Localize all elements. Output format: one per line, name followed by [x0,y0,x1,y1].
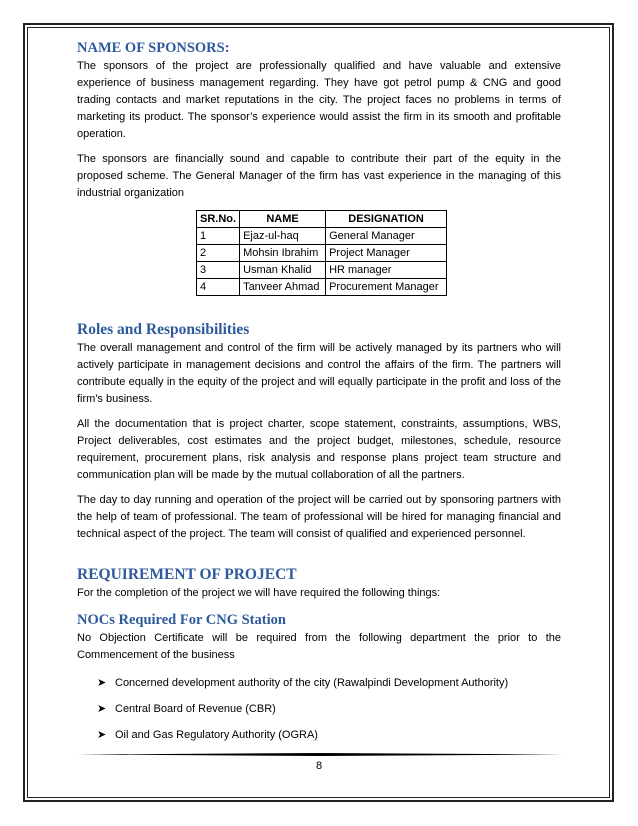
sponsors-table [196,210,447,296]
cell-name: Ejaz-ul-haq [240,228,326,245]
roles-paragraph-3: The day to day running and operation of the project will be carried out by sponsoring partners with the help of team of professional. The team of professional will be hired for managing financial and technical aspect of the project. The team will consist of qualified and experienced personnel. [77,494,561,540]
table-row [197,245,447,262]
roles-paragraph-1: The overall management and control of the firm will be actively managed by its partners who will actively participate in management decisions and control the affairs of the firm. The partners will contribute equally in the equity of the project and will equally participate in the profit and loss of the firm's business. [77,342,561,405]
roles-paragraph-2: All the documentation that is project charter, scope statement, constraints, assumptions, WBS, Project deliverables, cost estimates and the project budget, milestones, schedule, resource requirement, procurement plans, risk analysis and response plans project team structure and communication plan will be made by the mutual collaboration of all the partners. [77,418,561,481]
heading-sponsors: NAME OF SPONSORS: [77,40,230,56]
requirement-paragraph: For the completion of the project we will have required the following things: [77,587,441,599]
sponsors-paragraph-1: The sponsors of the project are professionally qualified and have valuable and extensive experience of business management regarding. They have got petrol pump & CNG and good trading contacts and market reputations in the city. The project faces no problems in terms of marketing its product. The sponsor’s experience would assist the firm in its smooth and profitable operation. [77,60,561,140]
col-header-name: NAME [240,211,326,228]
arrowhead-bullet-icon: ➤ [97,703,107,715]
cell-designation: General Manager [326,228,447,245]
sponsors-paragraph-2: The sponsors are financially sound and capable to contribute their part of the equity in the proposed scheme. The General Manager of the firm has vast experience in the managing of this industrial organization [77,153,561,199]
page-content [77,38,561,753]
list-item-text: Concerned development authority of the city (Rawalpindi Development Authority) [115,677,509,689]
arrowhead-bullet-icon: ➤ [97,677,107,689]
col-header-designation: DESIGNATION [326,211,447,228]
cell-srno: 3 [197,262,240,279]
list-item [97,675,561,692]
cell-srno: 4 [197,279,240,296]
arrowhead-bullet-icon: ➤ [97,729,107,741]
heading-nocs: NOCs Required For CNG Station [77,612,286,628]
table-row [197,228,447,245]
heading-requirement: REQUIREMENT OF PROJECT [77,566,297,583]
cell-name: Usman Khalid [240,262,326,279]
nocs-list [77,675,561,744]
list-item-text: Oil and Gas Regulatory Authority (OGRA) [115,729,318,741]
footer-divider [77,753,564,756]
cell-srno: 1 [197,228,240,245]
col-header-srno: SR.No. [197,211,240,228]
table-row [197,279,447,296]
cell-designation: Project Manager [326,245,447,262]
cell-name: Tanveer Ahmad [240,279,326,296]
list-item-text: Central Board of Revenue (CBR) [115,703,276,715]
page-number: 8 [315,760,323,772]
cell-srno: 2 [197,245,240,262]
cell-name: Mohsin Ibrahim [240,245,326,262]
table-header-row [197,211,447,228]
nocs-paragraph: No Objection Certificate will be required from the following department the prior to the Commencement of the business [77,632,561,661]
table-row [197,262,447,279]
cell-designation: HR manager [326,262,447,279]
list-item [97,727,561,744]
cell-designation: Procurement Manager [326,279,447,296]
heading-roles: Roles and Responsibilities [77,321,250,338]
list-item [97,701,561,718]
